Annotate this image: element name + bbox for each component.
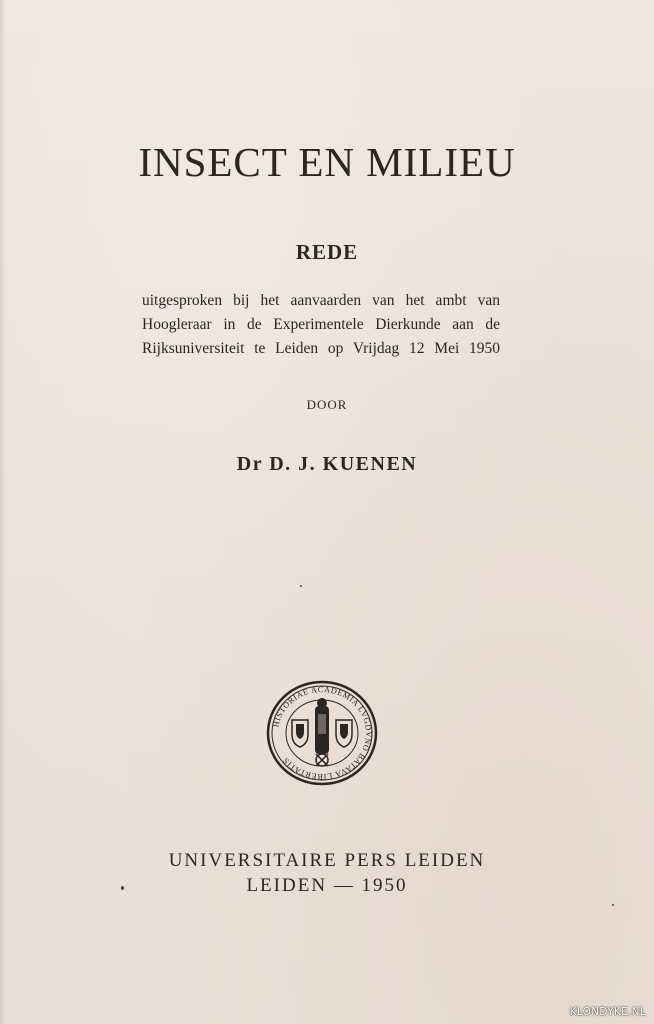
watermark-text: KLONDYKE.NL [569,1006,646,1018]
paper-speck [612,904,614,906]
subtitle-line: Hoogleraar in de Experimentele Dierkunde aan de [142,316,500,333]
university-seal-icon [266,680,378,786]
by-label: DOOR [306,397,348,412]
author-name: Dr D. J. KUENEN [236,453,418,475]
seal-legend: HISTORIAE ACADEMIA LVGDVNO BATAVA LIBERTATIS [271,684,374,782]
subtitle-line: uitgesproken bij het aanvaarden van het ambt van [142,292,500,309]
subtitle-block [142,289,500,361]
paper-speck [121,886,124,890]
paper-speck [300,585,302,587]
subtitle-line: Rijksuniversiteit te Leiden op Vrijdag 12 Mei 1950 [142,340,500,357]
document-heading: REDE [295,240,359,264]
place-and-year: LEIDEN — 1950 [246,875,408,896]
publisher-name: UNIVERSITAIRE PERS LEIDEN [168,850,486,871]
book-title: INSECT EN MILIEU [138,139,516,185]
